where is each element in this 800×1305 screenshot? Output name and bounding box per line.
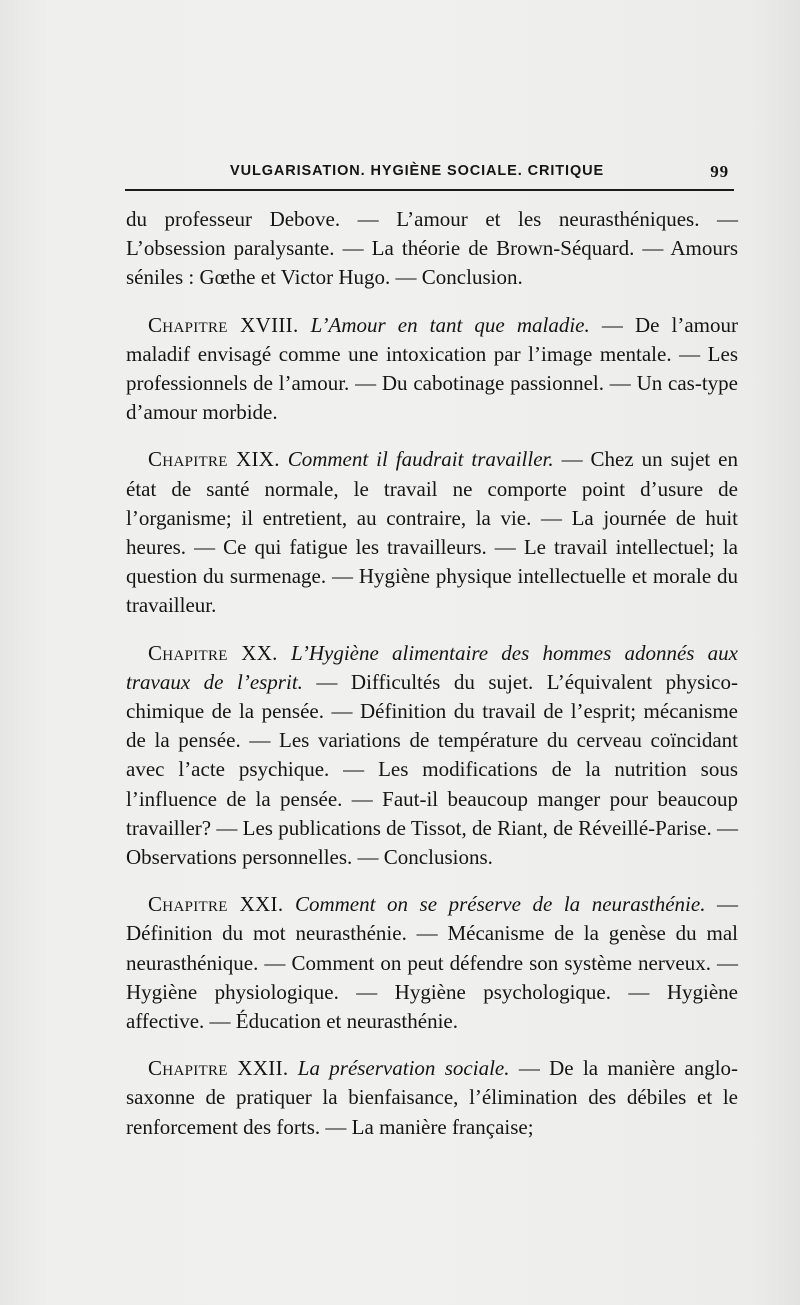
chapter-entry-xxi — [126, 890, 738, 1036]
running-head — [127, 160, 732, 184]
page-number: 99 — [710, 162, 729, 181]
chapter-summary: — Difficultés du sujet. L’équivalent physico-chimique de la pensée. — Définition du travail de l’esprit; mécanisme de la pensée. — Les variations de température du cerveau coïncidant avec l’acte psychique. — Les modifications de la nutrition sous l’influence de la pensée. — Faut-il beaucoup manger pour beaucoup travailler? — Les publications de Tissot, de Riant, de Réveillé-Parise. — Observations personnelles. — Conclusions. — [126, 669, 738, 870]
chapter-label: Chapitre XIX. — [148, 447, 280, 472]
table-of-contents-text — [126, 205, 738, 1160]
chapter-entry-xx — [126, 639, 738, 873]
chapter-title: La préservation sociale. — [297, 1056, 510, 1081]
header-rule — [125, 189, 734, 191]
chapter-summary: — De la manière anglo-saxonne de pratiquer la bienfaisance, l’élimination des débiles et le renforcement des forts. — La manière française; — [126, 1056, 739, 1139]
continued-summary-text: du professeur Debove. — L’amour et les neurasthéniques. — L’obsession paralysante. — La théorie de Brown-Séquard. — Amours séniles : Gœthe et Victor Hugo. — Conclusion. — [126, 207, 738, 290]
chapter-title: L’Hygiène alimentaire des hommes adonnés aux travaux de l’esprit. — [126, 640, 739, 694]
chapter-summary: — Définition du mot neurasthénie. — Mécanisme de la genèse du mal neurasthénique. — Comment on peut défendre son système nerveux. — Hygiène physiologique. — Hygiène psychologique. — Hygiène affective. — Éducation et neurasthénie. — [126, 892, 739, 1034]
chapter-entry-xviii — [126, 311, 738, 428]
chapter-summary: — De l’amour maladif envisagé comme une intoxication par l’image mentale. — Les professionnels de l’amour. — Du cabotinage passionnel. — Un cas-type d’amour morbide. — [126, 312, 738, 425]
chapter-title: Comment on se préserve de la neurasthénie. — [294, 892, 706, 917]
continued-summary — [126, 205, 738, 293]
chapter-summary: — Chez un sujet en état de santé normale, le travail ne comporte point d’usure de l’organisme; il entretient, au contraire, la vie. — La journée de huit heures. — Ce qui fatigue les travailleurs. — Le travail intellectuel; la question du surmenage. — Hygiène physique intellectuelle et morale du travailleur. — [126, 447, 739, 618]
chapter-title: Comment il faudrait travailler. — [287, 447, 554, 472]
chapter-label: Chapitre XVIII. — [148, 312, 299, 337]
chapter-entry-xxii — [126, 1054, 738, 1142]
running-title: VULGARISATION. HYGIÈNE SOCIALE. CRITIQUE — [230, 163, 605, 179]
chapter-label: Chapitre XX. — [148, 640, 278, 665]
chapter-label: Chapitre XXII. — [148, 1056, 289, 1081]
chapter-title: L’Amour en tant que maladie. — [310, 312, 590, 337]
chapter-label: Chapitre XXI. — [148, 892, 284, 917]
chapter-entry-xix — [126, 445, 738, 620]
